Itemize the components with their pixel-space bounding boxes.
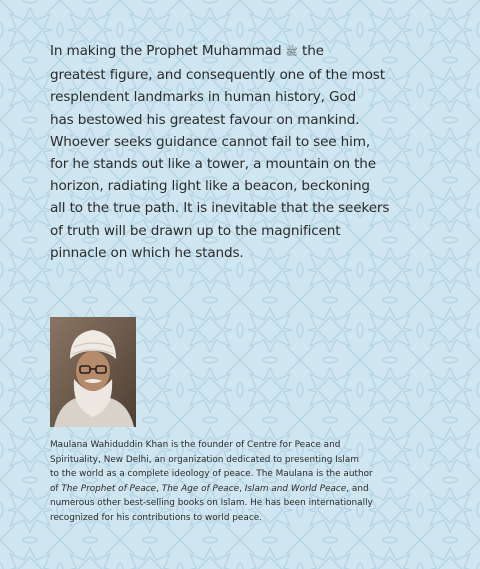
prophet-quote xyxy=(50,40,445,264)
book-title: Islam and World Peace xyxy=(244,483,347,494)
quote-line: pinnacle on which he stands. xyxy=(50,244,244,261)
author-portrait xyxy=(50,317,136,427)
book-title: The Prophet of Peace xyxy=(61,483,157,494)
quote-line: horizon, radiating light like a beacon, beckoning xyxy=(50,178,370,195)
bio-line: Spirituality, New Delhi, an organization dedicated to presenting Islam xyxy=(50,454,359,465)
bio-line: Maulana Wahiduddin Khan is the founder of Centre for Peace and xyxy=(50,440,341,450)
quote-line: greatest figure, and consequently one of the most xyxy=(50,67,385,84)
quote-line: of truth will be drawn up to the magnificent xyxy=(50,222,341,239)
quote-line: all to the true path. It is inevitable that the seekers xyxy=(50,200,390,217)
quote-line: for he stands out like a tower, a mountain on the xyxy=(50,156,376,173)
bio-line: of The Prophet of Peace, The Age of Peace, Islam and World Peace, and xyxy=(50,483,369,494)
quote-line: resplendent landmarks in human history, God xyxy=(50,89,357,106)
honorific-symbol: ﷺ xyxy=(285,47,298,58)
bio-line: to the world as a complete ideology of peace. The Maulana is the author xyxy=(50,469,373,480)
bio-line: recognized for his contributions to world peace. xyxy=(50,512,262,523)
quote-line: Whoever seeks guidance cannot fail to see him, xyxy=(50,133,371,150)
author-bio xyxy=(50,438,450,526)
quote-line: In making the Prophet Muhammad ﷺ the xyxy=(50,43,324,59)
quote-line: has bestowed his greatest favour on mankind. xyxy=(50,111,360,128)
book-title: The Age of Peace xyxy=(161,483,240,494)
bio-line: numerous other best-selling books on Islam. He has been internationally xyxy=(50,498,373,509)
